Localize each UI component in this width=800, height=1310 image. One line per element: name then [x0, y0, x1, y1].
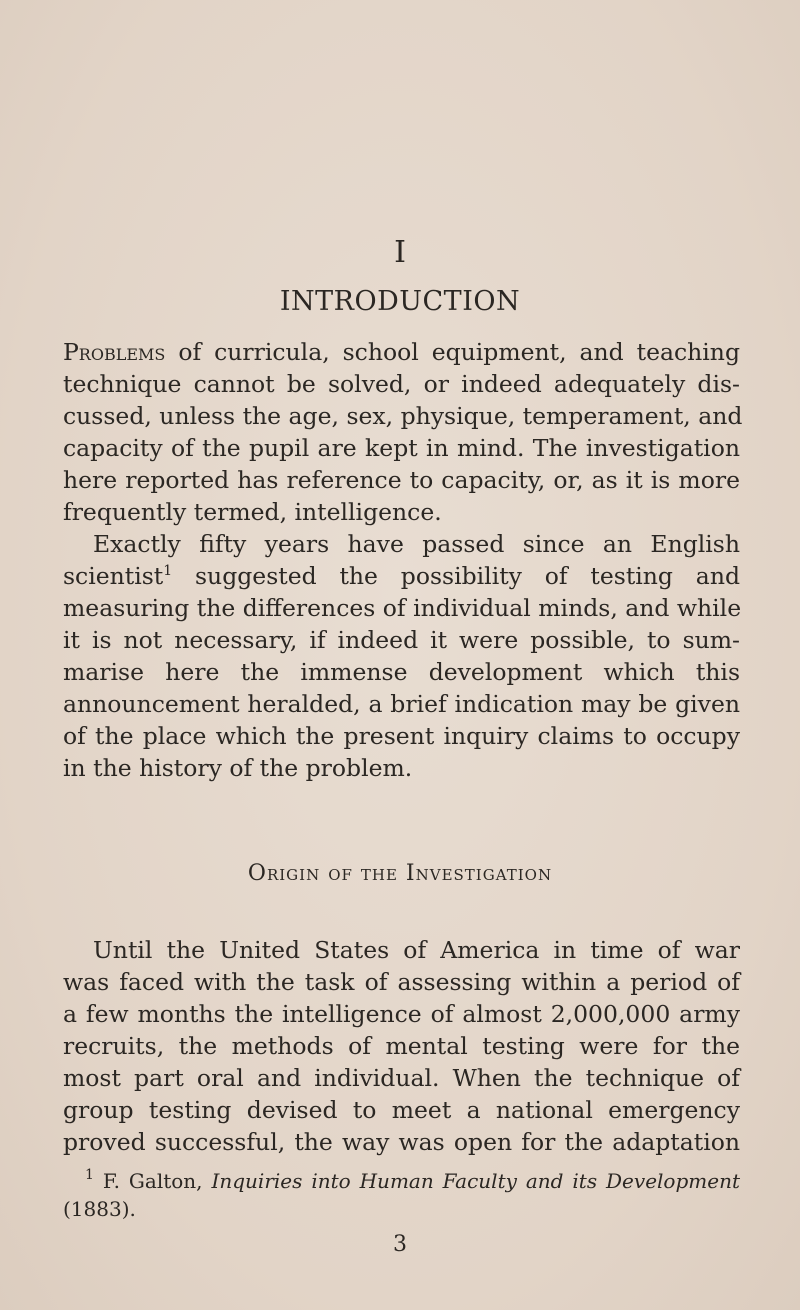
- lead-word: Problems: [63, 338, 166, 366]
- footnote-line-1: $^1$ F. Galton, Inquiries into Human Faculty and its Development: [85, 1167, 740, 1193]
- paragraph-2-line-1: Exactly fifty years have passed since an English: [93, 530, 740, 558]
- footnote-reference: 1: [163, 563, 173, 579]
- paragraph-3-line-5: most part oral and individual. When the technique of: [63, 1064, 740, 1092]
- paragraph-3-line-3: a few months the intelligence of almost 2,000,000 army: [63, 1000, 740, 1028]
- paragraph-3-line-2: was faced with the task of assessing within a period of: [63, 968, 740, 996]
- paragraph-3-line-7: proved successful, the way was open for the adaptation: [63, 1128, 740, 1156]
- paragraph-2-line-5: marise here the immense development which this: [63, 658, 740, 686]
- paragraph-1-line-3: cussed, unless the age, sex, physique, temperament, and: [63, 402, 743, 430]
- paragraph-1-line-1: Problems of curricula, school equipment, and teaching: [63, 338, 740, 366]
- paragraph-2-line-8: in the history of the problem.: [63, 754, 413, 782]
- paragraph-3-line-4: recruits, the methods of mental testing were for the: [63, 1032, 740, 1060]
- paragraph-2-line-7: of the place which the present inquiry claims to occupy: [63, 722, 740, 750]
- footnote-line-2: (1883).: [63, 1197, 136, 1221]
- paragraph-1-line-6: frequently termed, intelligence.: [63, 498, 442, 526]
- paragraph-2-line-2: scientist$^1$ suggested the possibility of testing and: [63, 562, 740, 590]
- paragraph-2-line-3: measuring the differences of individual minds, and while: [63, 594, 742, 622]
- footnote-marker: 1: [85, 1167, 94, 1183]
- page-number: 3: [393, 1232, 407, 1257]
- paragraph-2-line-4: it is not necessary, if indeed it were possible, to sum-: [63, 626, 740, 654]
- paragraph-3-line-1: Until the United States of America in time of war: [93, 936, 740, 964]
- paragraph-1-line-5: here reported has reference to capacity, or, as it is more: [63, 466, 740, 494]
- paragraph-3-line-6: group testing devised to meet a national emergency: [63, 1096, 740, 1124]
- chapter-title: INTRODUCTION: [279, 286, 521, 317]
- chapter-number: I: [394, 235, 406, 270]
- paragraph-2-line-6: announcement heralded, a brief indication may be given: [63, 690, 740, 718]
- footnote-work-title: Inquiries into Human Faculty and its Development: [211, 1169, 740, 1193]
- section-heading: Origin of the Investigation: [247, 861, 553, 886]
- paragraph-1-line-2: technique cannot be solved, or indeed adequately dis-: [63, 370, 740, 398]
- paragraph-1-line-4: capacity of the pupil are kept in mind. The investigation: [63, 434, 740, 462]
